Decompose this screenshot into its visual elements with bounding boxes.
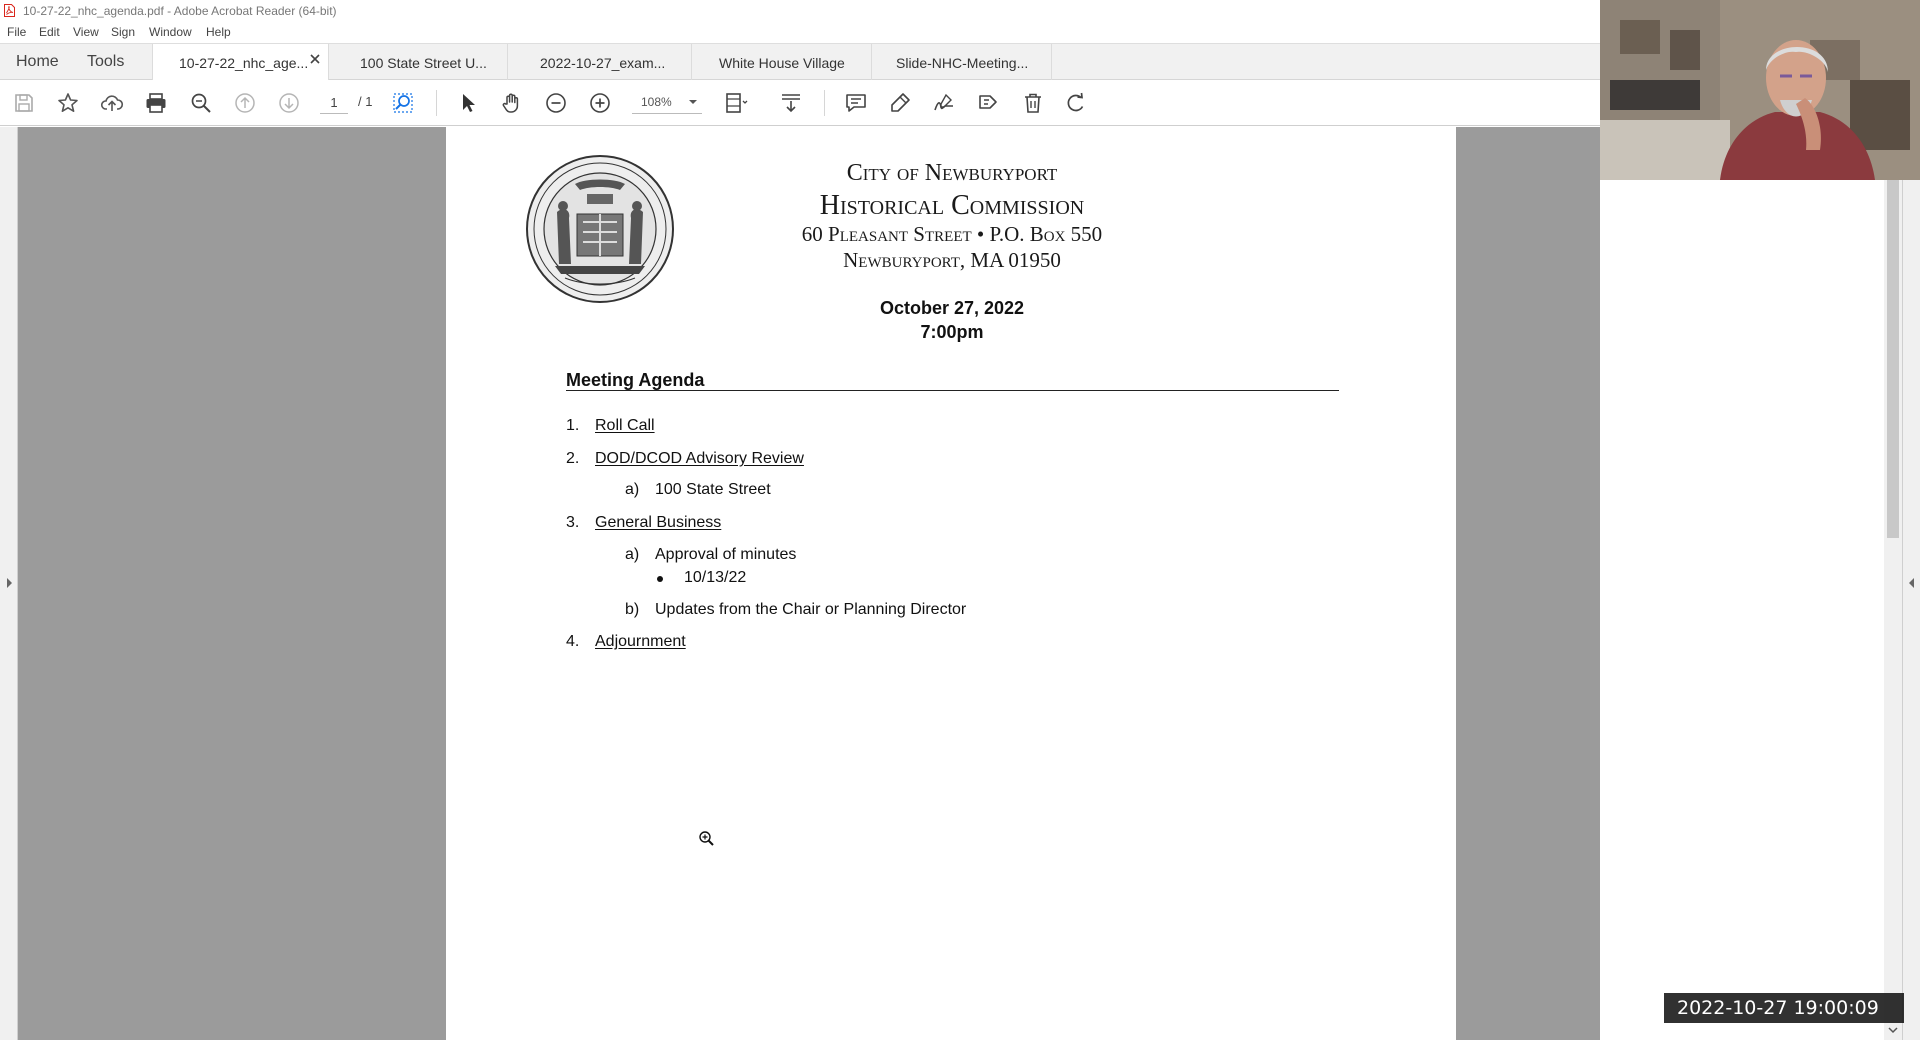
webcam-person-image xyxy=(1600,0,1920,180)
chevron-down-icon xyxy=(688,98,698,106)
scroll-mode-icon[interactable] xyxy=(779,91,803,115)
letterhead-city: City of Newburyport xyxy=(846,160,1058,186)
meeting-date: October 27, 2022 xyxy=(879,298,1025,318)
window-title: 10-27-22_nhc_agenda.pdf - Adobe Acrobat Reader (64-bit) xyxy=(23,4,337,18)
menu-file[interactable]: File xyxy=(7,25,27,39)
tab-home[interactable]: Home xyxy=(16,53,59,70)
sub-item-100-state-street: 100 State Street xyxy=(655,481,771,498)
print-icon[interactable] xyxy=(144,91,168,115)
zoom-out-icon[interactable] xyxy=(544,91,568,115)
agenda-item-advisory-review: DOD/DCOD Advisory Review xyxy=(595,450,804,467)
minutes-date: 10/13/22 xyxy=(684,569,747,586)
agenda-item-adjournment: Adjournment xyxy=(595,633,686,650)
agenda-item-roll-call: Roll Call xyxy=(595,417,655,434)
doc-tab-label: 2022-10-27_exam... xyxy=(540,55,666,71)
heading-divider xyxy=(566,390,1339,391)
expand-left-icon[interactable] xyxy=(1907,576,1917,590)
zoom-in-icon[interactable] xyxy=(588,91,612,115)
pdf-file-icon xyxy=(4,4,15,17)
toolbar-separator xyxy=(824,90,825,116)
timestamp-text: 2022-10-27 19:00:09 xyxy=(1677,997,1879,1019)
sign-icon[interactable] xyxy=(932,91,956,115)
zoom-value: 108% xyxy=(641,95,672,109)
tab-tools[interactable]: Tools xyxy=(87,53,125,70)
doc-tab[interactable] xyxy=(330,44,508,80)
trash-icon[interactable] xyxy=(1021,91,1045,115)
page-up-icon[interactable] xyxy=(233,91,257,115)
sub-item-updates: Updates from the Chair or Planning Director xyxy=(655,601,967,618)
share-icon[interactable] xyxy=(976,91,1000,115)
menu-bar xyxy=(0,22,1600,43)
undo-icon[interactable] xyxy=(1064,91,1088,115)
doc-tab-label: Slide-NHC-Meeting... xyxy=(896,55,1029,71)
agenda-item-number: 1. xyxy=(566,417,580,434)
page-total: / 1 xyxy=(358,94,373,109)
doc-tab[interactable] xyxy=(692,44,872,80)
cloud-upload-icon[interactable] xyxy=(100,91,124,115)
expand-right-icon[interactable] xyxy=(4,576,14,590)
highlight-pen-icon[interactable] xyxy=(888,91,912,115)
letterhead-address: 60 Pleasant Street • P.O. Box 550 xyxy=(801,222,1103,246)
zoom-search-icon[interactable] xyxy=(189,91,213,115)
doc-tab-label: 10-27-22_nhc_age... xyxy=(179,55,309,71)
find-icon[interactable] xyxy=(391,91,415,115)
save-icon[interactable] xyxy=(12,91,36,115)
zoom-cursor-icon xyxy=(698,830,714,846)
city-seal-icon xyxy=(525,154,675,304)
agenda-heading: Meeting Agenda xyxy=(566,370,705,390)
menu-window[interactable]: Window xyxy=(149,25,192,39)
letterhead-commission: Historical Commission xyxy=(819,190,1085,221)
page-fit-icon[interactable] xyxy=(724,91,748,115)
sub-item-approval-of-minutes: Approval of minutes xyxy=(655,546,797,563)
zoom-dropdown[interactable] xyxy=(632,90,702,114)
agenda-item-number: 2. xyxy=(566,450,580,467)
agenda-item-number: 4. xyxy=(566,633,580,650)
toolbar-separator xyxy=(436,90,437,116)
toolbar-spacer xyxy=(716,90,717,116)
sub-item-letter: a) xyxy=(625,481,640,498)
page-down-icon[interactable] xyxy=(277,91,301,115)
agenda-item-general-business: General Business xyxy=(595,514,722,531)
recording-timestamp xyxy=(1664,993,1904,1023)
doc-tab-label: White House Village xyxy=(719,55,845,71)
bullet-icon xyxy=(657,576,663,582)
comment-icon[interactable] xyxy=(844,91,868,115)
scrollbar-thumb[interactable] xyxy=(1887,180,1899,538)
left-panel-toggle[interactable] xyxy=(0,127,18,1040)
menu-view[interactable]: View xyxy=(73,25,99,39)
close-icon[interactable] xyxy=(308,52,322,66)
sub-item-letter: b) xyxy=(625,601,640,618)
doc-tab-active[interactable] xyxy=(152,44,329,81)
menu-edit[interactable]: Edit xyxy=(39,25,60,39)
select-arrow-icon[interactable] xyxy=(456,91,480,115)
scroll-down-icon[interactable] xyxy=(1887,1024,1899,1036)
webcam-feed xyxy=(1600,0,1920,180)
doc-tab-label: 100 State Street U... xyxy=(360,55,487,71)
toolbar xyxy=(0,80,1600,126)
meeting-time: 7:00pm xyxy=(920,322,984,342)
letterhead-city-state: Newburyport, MA 01950 xyxy=(843,248,1061,272)
sub-item-letter: a) xyxy=(625,546,640,563)
doc-tab[interactable] xyxy=(872,44,1052,80)
star-icon[interactable] xyxy=(56,91,80,115)
page-number-input[interactable] xyxy=(320,92,348,114)
doc-tab[interactable] xyxy=(508,44,692,80)
agenda-item-number: 3. xyxy=(566,514,580,531)
menu-sign[interactable]: Sign xyxy=(111,25,136,39)
right-panel-toggle[interactable] xyxy=(1902,180,1920,1040)
title-bar xyxy=(0,0,1600,22)
menu-help[interactable]: Help xyxy=(206,25,231,39)
hand-icon[interactable] xyxy=(500,91,524,115)
tab-bar xyxy=(0,43,1600,80)
